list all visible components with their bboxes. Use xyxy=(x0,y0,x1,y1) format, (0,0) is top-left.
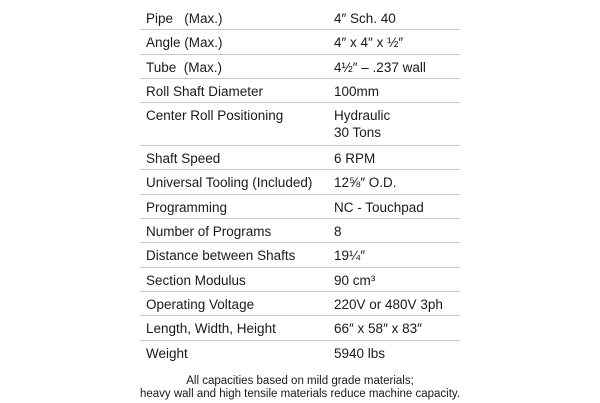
spec-value: 4″ Sch. 40 xyxy=(334,11,396,26)
spec-row-programming xyxy=(140,195,460,219)
spec-row-distance-between-shafts xyxy=(140,243,460,267)
spec-label: Length, Width, Height xyxy=(146,321,276,337)
spec-value: 12⅝″ O.D. xyxy=(334,175,397,191)
spec-label: Number of Programs xyxy=(146,224,272,240)
spec-label: Programming xyxy=(146,199,228,215)
spec-value-line: Hydraulic xyxy=(334,108,391,124)
spec-label: Operating Voltage xyxy=(146,296,255,312)
spec-value: 6 RPM xyxy=(334,151,376,167)
spec-value: 100mm xyxy=(334,83,380,99)
spec-row-section-modulus xyxy=(140,268,460,292)
spec-label: Universal Tooling (Included) xyxy=(146,175,313,191)
spec-value: 19¼″ xyxy=(334,248,366,264)
spec-value: 90 cm³ xyxy=(334,272,376,288)
spec-label: Shaft Speed xyxy=(146,151,221,167)
spec-row-number-of-programs xyxy=(140,219,460,243)
footnote-line: heavy wall and high tensile materials reduce machine capacity. xyxy=(139,388,461,400)
spec-value: NC - Touchpad xyxy=(334,199,424,215)
spec-value: 66″ x 58″ x 83″ xyxy=(334,321,422,337)
footnote-line: All capacities based on mild grade materials; xyxy=(186,375,414,387)
spec-row-dimensions xyxy=(140,316,460,340)
spec-table xyxy=(140,6,460,365)
spec-row-angle xyxy=(140,30,460,54)
spec-label: Distance between Shafts xyxy=(146,248,296,264)
capacity-footnote xyxy=(0,375,600,401)
spec-label: Roll Shaft Diameter xyxy=(146,83,264,99)
spec-row-pipe xyxy=(140,6,460,30)
spec-value-line: 30 Tons xyxy=(334,125,382,141)
spec-value: 220V or 480V 3ph xyxy=(334,296,443,312)
spec-label: Pipe (Max.) xyxy=(146,11,223,26)
spec-row-weight xyxy=(140,341,460,365)
spec-value: 4½″ – .237 wall xyxy=(334,59,426,75)
spec-value: 8 xyxy=(334,224,342,240)
spec-label: Weight xyxy=(146,345,188,361)
spec-value: 4″ x 4″ x ½″ xyxy=(334,35,404,51)
spec-label: Angle (Max.) xyxy=(146,35,223,51)
spec-row-shaft-speed xyxy=(140,146,460,170)
spec-value xyxy=(334,107,460,141)
spec-value: 5940 lbs xyxy=(334,345,386,361)
spec-row-operating-voltage xyxy=(140,292,460,316)
spec-label: Section Modulus xyxy=(146,272,246,288)
spec-label: Tube (Max.) xyxy=(146,59,223,75)
spec-row-center-roll-positioning xyxy=(140,103,460,146)
spec-row-universal-tooling xyxy=(140,170,460,194)
spec-row-roll-shaft-diameter xyxy=(140,79,460,103)
spec-label: Center Roll Positioning xyxy=(146,108,284,124)
spec-row-tube xyxy=(140,55,460,79)
